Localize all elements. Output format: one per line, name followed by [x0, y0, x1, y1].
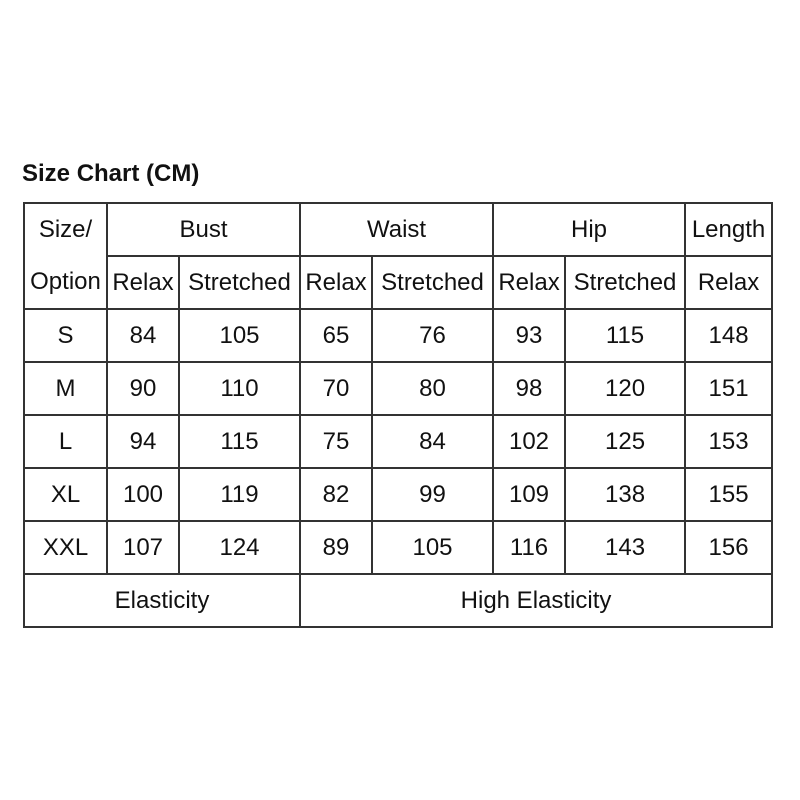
table-cell: 119	[179, 468, 300, 521]
table-row	[24, 309, 772, 362]
size-option-label-bottom: Option	[24, 256, 107, 309]
size-cell: S	[24, 309, 107, 362]
table-cell: 84	[107, 309, 179, 362]
table-cell: 125	[565, 415, 685, 468]
table-cell: 76	[372, 309, 493, 362]
table-cell: 115	[565, 309, 685, 362]
table-cell: 90	[107, 362, 179, 415]
table-cell: 153	[685, 415, 772, 468]
subheader-cell: Stretched	[372, 256, 493, 309]
table-cell: 151	[685, 362, 772, 415]
table-cell: 138	[565, 468, 685, 521]
table-cell: 116	[493, 521, 565, 574]
size-cell: XXL	[24, 521, 107, 574]
size-option-label-top: Size/	[24, 203, 107, 256]
size-chart-table	[23, 202, 773, 628]
size-cell: XL	[24, 468, 107, 521]
table-cell: 75	[300, 415, 372, 468]
length-header: Length	[685, 203, 772, 256]
table-cell: 105	[179, 309, 300, 362]
table-cell: 94	[107, 415, 179, 468]
subheader-cell: Relax	[300, 256, 372, 309]
table-cell: 155	[685, 468, 772, 521]
subheader-cell: Stretched	[179, 256, 300, 309]
table-cell: 80	[372, 362, 493, 415]
table-row	[24, 362, 772, 415]
table-cell: 156	[685, 521, 772, 574]
table-row	[24, 521, 772, 574]
elasticity-label: Elasticity	[24, 574, 300, 627]
table-cell: 110	[179, 362, 300, 415]
elasticity-value: High Elasticity	[300, 574, 772, 627]
table-cell: 102	[493, 415, 565, 468]
table-cell: 82	[300, 468, 372, 521]
table-cell: 70	[300, 362, 372, 415]
table-cell: 124	[179, 521, 300, 574]
table-cell: 107	[107, 521, 179, 574]
table-cell: 89	[300, 521, 372, 574]
header-row-sub	[24, 256, 772, 309]
table-cell: 100	[107, 468, 179, 521]
bust-header: Bust	[107, 203, 300, 256]
subheader-cell: Relax	[685, 256, 772, 309]
table-cell: 98	[493, 362, 565, 415]
table-cell: 99	[372, 468, 493, 521]
table-cell: 84	[372, 415, 493, 468]
table-cell: 93	[493, 309, 565, 362]
table-row	[24, 468, 772, 521]
waist-header: Waist	[300, 203, 493, 256]
table-cell: 65	[300, 309, 372, 362]
subheader-cell: Relax	[493, 256, 565, 309]
table-cell: 143	[565, 521, 685, 574]
hip-header: Hip	[493, 203, 685, 256]
table-cell: 148	[685, 309, 772, 362]
subheader-cell: Relax	[107, 256, 179, 309]
subheader-cell: Stretched	[565, 256, 685, 309]
table-cell: 105	[372, 521, 493, 574]
table-cell: 115	[179, 415, 300, 468]
page-title: Size Chart (CM)	[22, 160, 200, 187]
table-row	[24, 415, 772, 468]
size-cell: M	[24, 362, 107, 415]
header-row-groups	[24, 203, 772, 256]
table-cell: 120	[565, 362, 685, 415]
table-cell: 109	[493, 468, 565, 521]
size-cell: L	[24, 415, 107, 468]
footer-row	[24, 574, 772, 627]
